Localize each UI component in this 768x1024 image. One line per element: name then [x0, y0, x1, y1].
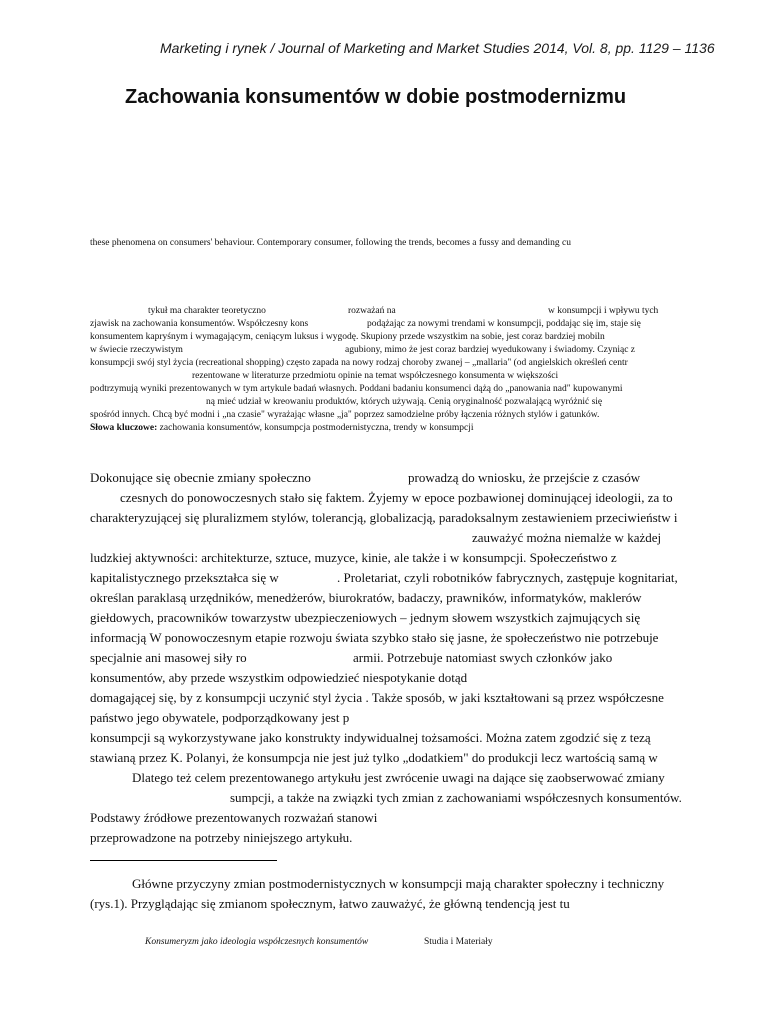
abstract-line: agubiony, mimo że jest coraz bardziej wyedukowany i świadomy. Czyniąc z [345, 345, 636, 355]
body-line: Dlatego też celem prezentowanego artykułu jest zwrócenie uwagi na dające się zaobserwować zmiany [132, 770, 665, 785]
body-line: Dokonujące się obecnie zmiany społeczno [90, 470, 311, 485]
body-line: konsumpcji są wykorzystywane jako konstrukty indywidualnej tożsamości. Można zatem zgodzić się z tezą [90, 730, 651, 745]
body-line: konsumentów, aby przede wszystkim odpowiedzieć niespotykanie dotąd [90, 670, 468, 685]
body-line: (rys.1). Przyglądając się zmianom społecznym, łatwo zauważyć, że główną tendencją jest tu [90, 896, 570, 911]
body-line: zauważyć można niemalże w każdej [472, 530, 662, 545]
body-line: charakteryzującej się pluralizmem stylów, tolerancją, globalizacją, paradoksalnym zestawieniem przeciwieństw i [90, 510, 678, 525]
abstract-line: tykuł ma charakter teoretyczno [148, 306, 266, 316]
abstract-line: rezentowane w literaturze przedmiotu opinie na temat współczesnego konsumenta w większości [192, 371, 559, 381]
abstract-line: konsumentem kapryśnym i wymagającym, ceniącym luksus i wygodę. Skupiony przede wszystkim na sobie, jest coraz bardziej mobiln [90, 332, 605, 342]
body-line: prowadzą do wniosku, że przejście z czasów [408, 470, 641, 485]
footnote-source: Studia i Materiały [424, 937, 493, 947]
keywords-text: zachowania konsumentów, konsumpcja postmodernistyczna, trendy w konsumpcji [157, 423, 474, 433]
abstract-line: konsumpcji swój styl życia (recreational shopping) często zapada na nowy rodzaj choroby zwanej – „mallaria" (od angielskich określeń centr [90, 358, 628, 368]
english-abstract-line: these phenomena on consumers' behaviour. Contemporary consumer, following the trends, becomes a fussy and demanding cu [90, 238, 571, 248]
abstract-line: zjawisk na zachowania konsumentów. Współczesny kons [90, 319, 309, 329]
body-line: Główne przyczyny zmian postmodernistycznych w konsumpcji mają charakter społeczny i techniczny [132, 876, 665, 891]
abstract-line: podążając za nowymi trendami w konsumpcji, poddając się im, staje się [367, 319, 641, 329]
body-line: informacją W ponowoczesnym etapie rozwoju świata szybko stało się jasne, że społeczeństwo nie potrzebuje [90, 630, 659, 645]
body-line: stawianą przez K. Polanyi, że konsumpcja nie jest już tylko „dodatkiem" do produkcji lecz wartością samą w [90, 750, 658, 765]
body-line: sumpcji, a także na związki tych zmian z zachowaniami współczesnych konsumentów. [230, 790, 682, 805]
abstract-line: ną mieć udział w kreowaniu produktów, których używają. Cenią oryginalność pozwalającą wyróżnić się [206, 397, 603, 407]
keywords-label: Słowa kluczowe: [90, 423, 158, 433]
body-line: Podstawy źródłowe prezentowanych rozważań stanowi [90, 810, 378, 825]
abstract-line: w świecie rzeczywistym [90, 345, 183, 355]
body-line: kapitalistycznego przekształca się w [90, 570, 279, 585]
body-line: czesnych do ponowoczesnych stało się faktem. Żyjemy w epoce pozbawionej dominującej ideologii, za to [120, 490, 673, 505]
body-line: ludzkiej aktywności: architekturze, sztuce, muzyce, kinie, ale także i w konsumpcji. Społeczeństwo z [90, 550, 617, 565]
body-line: określan paraklasą urzędników, menedżerów, biurokratów, badaczy, prawników, informatyków, maklerów [90, 590, 642, 605]
abstract-line: w konsumpcji i wpływu tych [548, 306, 659, 316]
keywords-line [90, 422, 474, 434]
body-line: . Proletariat, czyli robotników fabrycznych, zastępuje kognitariat, [337, 570, 678, 585]
body-line: państwo jego obywatele, podporządkowany jest p [90, 710, 350, 725]
footnote-reference: Konsumeryzm jako ideologia współczesnych konsumentów [145, 937, 369, 947]
body-line: przeprowadzone na potrzeby niniejszego artykułu. [90, 830, 353, 845]
journal-header: Marketing i rynek / Journal of Marketing and Market Studies 2014, Vol. 8, pp. 1129 – 1136 [160, 40, 715, 56]
abstract-line: rozważań na [348, 306, 396, 316]
body-line: giełdowych, pracowników towarzystw ubezpieczeniowych – jednym słowem wszystkich zajmujących się [90, 610, 641, 625]
body-line: armii. Potrzebuje natomiast swych członków jako [353, 650, 613, 665]
body-line: specjalnie ani masowej siły ro [90, 650, 247, 665]
footnote-divider [90, 860, 277, 861]
abstract-line: podtrzymują wyniki prezentowanych w tym artykule badań własnych. Poddani badaniu konsumenci dążą do „panowania nad" kupowanymi [90, 384, 623, 394]
article-title: Zachowania konsumentów w dobie postmodernizmu [125, 86, 627, 108]
body-line: domagającej się, by z konsumpcji uczynić styl życia . Także sposób, w jaki kształtowani są przez współczesne [90, 690, 664, 705]
abstract-line: spośród innych. Chcą być modni i „na czasie" wyrażając własne „ja" poprzez samodzielne próby łączenia różnych stylów i gatunków. [90, 410, 600, 420]
